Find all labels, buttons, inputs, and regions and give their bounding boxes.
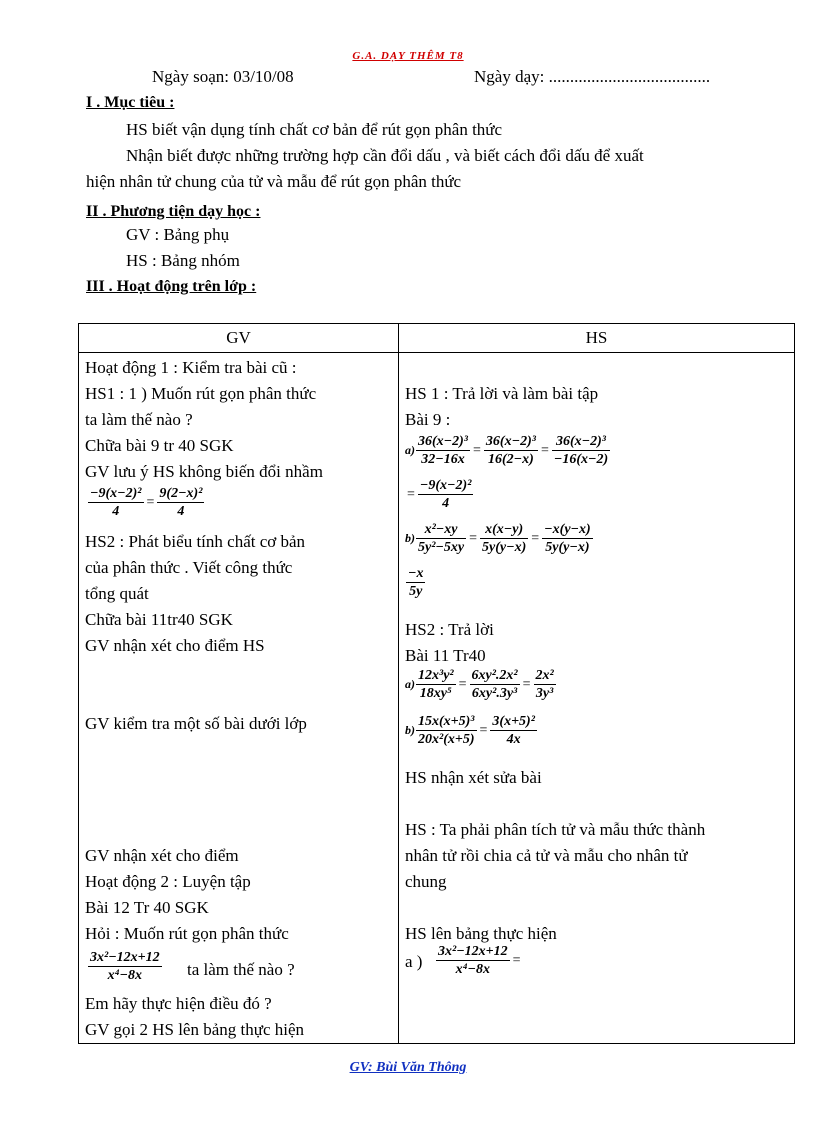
fraction-denominator: x⁴−8x (455, 962, 491, 977)
hs-formula-11b (405, 713, 538, 748)
column-header-gv: GV (79, 324, 399, 353)
hs-line: Bài 9 : (405, 410, 451, 429)
fraction-denominator: 20x²(x+5) (418, 732, 475, 747)
fraction-denominator: 32−16x (421, 452, 465, 467)
fraction-denominator: 3y³ (535, 686, 554, 701)
section-activities-title: III . Hoạt động trên lớp : (86, 278, 257, 295)
fraction-numerator: 3x²−12x+12 (438, 944, 508, 959)
fraction-denominator: −16(x−2) (553, 452, 609, 467)
hs-line: HS2 : Trả lời (405, 620, 494, 639)
document-header-tag: G.A. DẠY THÊM T8 (352, 50, 464, 62)
gv-line: GV nhận xét cho điểm (85, 846, 239, 865)
column-header-hs: HS (399, 324, 795, 353)
gv-line: Chữa bài 11tr40 SGK (85, 610, 233, 629)
gv-line: Hỏi : Muốn rút gọn phân thức (85, 924, 289, 943)
hs-line: HS : Ta phải phân tích tử và mẫu thức thành (405, 820, 706, 839)
equals-sign: = (531, 530, 540, 546)
hs-line: HS 1 : Trả lời và làm bài tập (405, 384, 599, 403)
fraction-numerator: −x (408, 566, 424, 581)
objective-line: hiện nhân tử chung của tử và mẫu để rút gọn phân thức (86, 172, 462, 191)
fraction-numerator: 2x² (535, 668, 554, 683)
objective-line: Nhận biết được những trường hợp cần đổi dấu , và biết cách đổi dấu để xuất (126, 146, 644, 165)
fraction-denominator: 5y (409, 584, 423, 599)
fraction-denominator: 18xy⁵ (419, 686, 452, 701)
fraction-denominator: 5y(y−x) (482, 540, 527, 555)
hs-formula-9a (405, 433, 611, 468)
equals-sign: = (512, 952, 521, 968)
hs-line: chung (405, 872, 447, 891)
fraction-numerator: 3x²−12x+12 (90, 950, 160, 965)
section-means-title: II . Phương tiện dạy học : (86, 203, 261, 220)
footer-author: GV: Bùi Văn Thông (349, 1060, 467, 1075)
gv-line: GV kiểm tra một số bài dưới lớp (85, 714, 307, 733)
gv-line: Hoạt động 2 : Luyện tập (85, 872, 251, 891)
fraction-denominator: 16(2−x) (488, 452, 534, 467)
fraction-denominator: 4 (442, 496, 450, 511)
hs-formula-11a (405, 667, 557, 702)
activities-table (78, 323, 795, 1044)
equals-sign: = (473, 442, 481, 458)
gv-line: Em hãy thực hiện điều đó ? (85, 994, 272, 1013)
formula-label: a) (405, 677, 415, 691)
teach-date: Ngày dạy: ...................................... (474, 67, 711, 86)
gv-line: HS2 : Phát biểu tính chất cơ bản (85, 532, 306, 551)
hs-line: a ) (405, 952, 423, 971)
fraction-numerator: −x(y−x) (544, 522, 591, 537)
fraction-numerator: 15x(x+5)³ (418, 714, 475, 729)
equals-sign: = (407, 486, 415, 502)
prep-date: Ngày soạn: 03/10/08 (152, 67, 294, 86)
gv-line: GV nhận xét cho điểm HS (85, 636, 265, 655)
section-objectives-title: I . Mục tiêu : (86, 94, 175, 111)
fraction-denominator: 5y²−5xy (418, 540, 465, 555)
fraction-denominator: 4 (112, 504, 120, 519)
equals-sign: = (458, 676, 467, 692)
gv-formula-exercise-12 (87, 949, 163, 984)
objective-line: HS biết vận dụng tính chất cơ bản để rút gọn phân thức (126, 120, 503, 139)
equals-sign: = (469, 530, 478, 546)
hs-formula-9a-result (405, 477, 474, 512)
fraction-denominator: x⁴−8x (107, 968, 143, 983)
fraction-denominator: 4x (506, 732, 521, 747)
hs-formula-9b-result (405, 565, 426, 600)
formula-label: a) (405, 443, 415, 457)
gv-line: Bài 12 Tr 40 SGK (85, 898, 209, 917)
gv-line: Hoạt động 1 : Kiểm tra bài cũ : (85, 358, 297, 377)
equals-sign: = (146, 494, 155, 510)
hs-formula-12a (435, 943, 523, 978)
hs-line: nhân tử rồi chia cả tử và mẫu cho nhân tử (405, 846, 688, 865)
equals-sign: = (522, 676, 531, 692)
fraction-numerator: x(x−y) (480, 521, 528, 539)
hs-column (399, 353, 794, 1043)
formula-label: b) (405, 531, 415, 545)
means-line: HS : Bảng nhóm (126, 251, 240, 270)
fraction-denominator: 6xy².3y³ (471, 686, 518, 701)
fraction-denominator: 5y(y−x) (545, 540, 590, 555)
gv-column (79, 353, 398, 1043)
fraction-numerator: 36(x−2)³ (485, 434, 536, 449)
fraction-numerator: x²−xy (416, 521, 466, 539)
gv-line: ta làm thế nào ? (187, 960, 295, 979)
fraction-numerator: 9(2−x)² (159, 486, 203, 501)
gv-line: của phân thức . Viết công thức (85, 558, 293, 577)
means-line: GV : Bảng phụ (126, 225, 230, 244)
equals-sign: = (479, 722, 488, 738)
gv-line: ta làm thế nào ? (85, 410, 193, 429)
hs-line: HS lên bảng thực hiện (405, 924, 557, 943)
fraction-numerator: −9(x−2)² (419, 478, 472, 493)
gv-line: GV lưu ý HS không biến đổi nhầm (85, 462, 323, 481)
fraction-numerator: 36(x−2)³ (418, 434, 469, 449)
formula-label: b) (405, 723, 415, 737)
gv-line: GV gọi 2 HS lên bảng thực hiện (85, 1020, 305, 1039)
gv-formula-sign-note (87, 485, 205, 520)
fraction-numerator: 6xy².2x² (471, 668, 518, 683)
hs-line: Bài 11 Tr40 (405, 646, 486, 665)
fraction-numerator: 3(x+5)² (492, 714, 535, 729)
fraction-denominator: 4 (177, 504, 185, 519)
gv-line: HS1 : 1 ) Muốn rút gọn phân thức (85, 384, 317, 403)
gv-line: tổng quát (85, 584, 149, 603)
fraction-numerator: 36(x−2)³ (552, 433, 610, 451)
hs-line: HS nhận xét sửa bài (405, 768, 542, 787)
fraction-numerator: 12x³y² (418, 668, 454, 683)
fraction-numerator: −9(x−2)² (90, 486, 142, 501)
equals-sign: = (540, 442, 549, 458)
gv-line: Chữa bài 9 tr 40 SGK (85, 436, 234, 455)
hs-formula-9b (405, 521, 594, 556)
